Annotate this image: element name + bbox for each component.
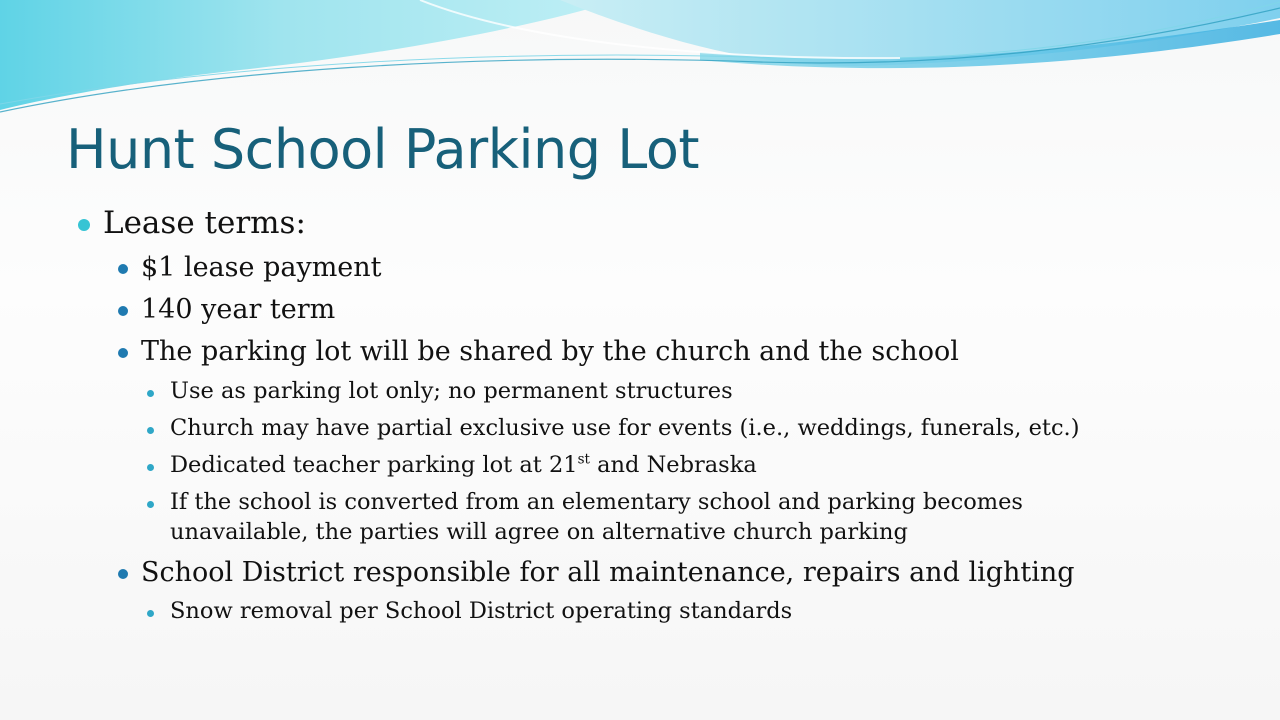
bullet-term: 140 year term xyxy=(141,294,336,325)
bullet-dot-level3 xyxy=(147,501,154,508)
bullet-dot-level2 xyxy=(118,306,128,316)
bullet-maintenance: School District responsible for all maintenance, repairs and lighting xyxy=(141,557,1075,588)
slide-title: Hunt School Parking Lot xyxy=(66,118,700,181)
bullet-dot-level1 xyxy=(78,219,90,231)
bullet-converted-line1: If the school is converted from an elementary school and parking becomes xyxy=(170,489,1023,515)
bullet-dot-level3 xyxy=(147,427,154,434)
bullet-dedicated xyxy=(170,452,757,478)
bullet-dot-level2 xyxy=(118,569,128,579)
bullet-lease-terms: Lease terms: xyxy=(103,205,306,241)
bullet-dot-level2 xyxy=(118,348,128,358)
bullet-shared: The parking lot will be shared by the church and the school xyxy=(141,336,959,367)
dedicated-prefix: Dedicated teacher parking lot at 21 xyxy=(170,452,578,478)
bullet-dot-level2 xyxy=(118,264,128,274)
bullet-exclusive: Church may have partial exclusive use for events (i.e., weddings, funerals, etc.) xyxy=(170,415,1080,441)
bullet-use-only: Use as parking lot only; no permanent structures xyxy=(170,378,733,404)
bullet-snow: Snow removal per School District operating standards xyxy=(170,598,793,624)
dedicated-sup: st xyxy=(577,451,590,468)
bullet-converted-line2: unavailable, the parties will agree on alternative church parking xyxy=(170,519,908,545)
dedicated-suffix: and Nebraska xyxy=(589,452,757,478)
bullet-dot-level3 xyxy=(147,464,154,471)
bullet-dot-level3 xyxy=(147,390,154,397)
bullet-payment: $1 lease payment xyxy=(141,252,382,283)
bullet-dot-level3 xyxy=(147,610,154,617)
